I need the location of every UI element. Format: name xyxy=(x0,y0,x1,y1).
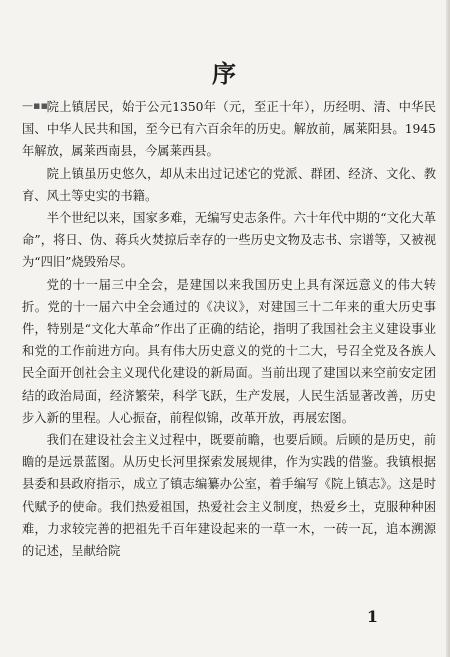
paragraph-4: 党的十一届三中全会，是建国以来我国历史上具有深远意义的伟大转折。党的十一届六中全会通过的《决议》，对建国三十二年来的重大历史事件，特别是“文化大革命”作出了正确的结论，指明了我国社会主义建设事业和党的工作前进方向。具有伟大历史意义的党的十二大，号召全党及各族人民全面开创社会主义现代化建设的新局面。当前出现了建国以来空前安定团结的政治局面，经济繁荣，科学飞跃，生产发展，人民生活显著改善，历史步入新的里程。人心振奋，前程似锦，改革开放，再展宏图。 xyxy=(22,277,436,425)
margin-mark: —▪▪ xyxy=(22,99,48,112)
preface-body xyxy=(22,96,436,562)
paragraph-3: 半个世纪以来，国家多难，无编写史志条件。六十年代中期的“文化大革命”，将日、伪、蒋兵火焚掠后幸存的一些历史文物及志书、宗谱等，又被视为“四旧”烧毁殆尽。 xyxy=(22,211,436,270)
paragraph-5: 我们在建设社会主义过程中，既要前瞻，也要后顾。后顾的是历史，前瞻的是远景蓝图。从历史长河里探索发展规律，作为实践的借鉴。我镇根据县委和县政府指示，成立了镇志编纂办公室，着手编写《院上镇志》。这是时代赋予的使命。我们热爱祖国，热爱社会主义制度，热爱乡土，克服种种困难，力求较完善的把祖先千百年建设起来的一草一木，一砖一瓦，追本溯源的记述，呈献给院 xyxy=(22,433,436,559)
paragraph-2: 院上镇虽历史悠久，却从未出过记述它的党派、群团、经济、文化、教育、风土等史实的书籍。 xyxy=(22,166,436,203)
preface-title: 序 xyxy=(212,59,238,88)
page-number: 1 xyxy=(366,607,378,626)
page-edge xyxy=(446,0,450,657)
paragraph-1: 院上镇居民，始于公元1350年（元，至正十年），历经明、清、中华民国、中华人民共和国，至今已有六百余年的历史。解放前，属莱阳县。1945年解放，属莱西南县，今属莱西县。 xyxy=(22,100,436,159)
